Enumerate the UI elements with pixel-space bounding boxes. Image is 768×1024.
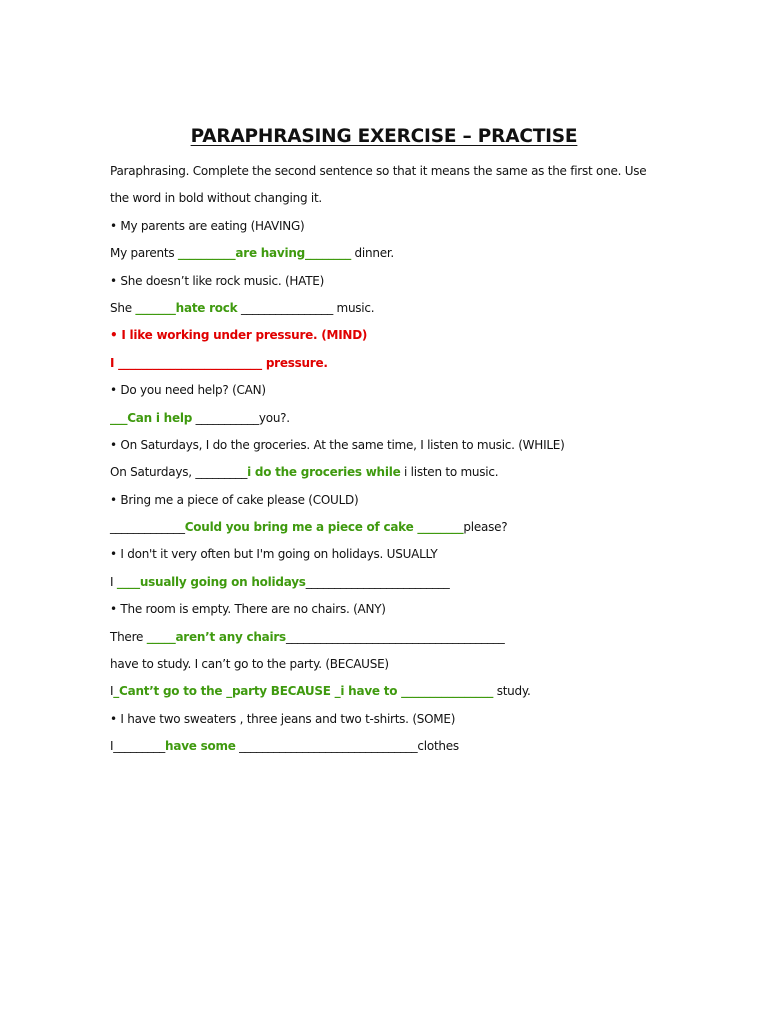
- line-text: • I don't it very often but I'm going on holidays. USUALLY: [110, 547, 438, 562]
- answer-line: [110, 297, 670, 324]
- line-text: _______________________________clothes: [235, 739, 459, 754]
- prompt-line: [110, 598, 670, 625]
- answer-text: have some: [165, 739, 236, 754]
- line-text: • Bring me a piece of cake please (COULD): [110, 492, 359, 507]
- prompt-line: [110, 379, 670, 406]
- line-text: On Saturdays, _________: [110, 465, 248, 480]
- answer-text: __________are having________: [177, 246, 351, 261]
- line-text: She: [110, 300, 136, 315]
- intro-line: Paraphrasing. Complete the second sentence so that it means the same as the first one. Use: [110, 164, 647, 178]
- line-text: I: [110, 684, 114, 699]
- intro-line: the word in bold without changing it.: [110, 191, 322, 206]
- prompt-line: [110, 215, 670, 242]
- line-text: I_________: [110, 739, 166, 754]
- answer-text: ____usually going on holidays: [116, 574, 306, 589]
- answer-line: [110, 735, 670, 762]
- line-text: • Do you need help? (CAN): [110, 383, 266, 398]
- answer-line: [110, 626, 670, 653]
- prompt-line: [110, 489, 670, 516]
- exercise-lines: [110, 215, 670, 763]
- line-text: dinner.: [350, 246, 394, 261]
- answer-text: Could you bring me a piece of cake ________: [184, 520, 464, 535]
- line-text: _________________________: [305, 574, 450, 589]
- line-text: _____________: [110, 520, 185, 535]
- line-text: There: [110, 629, 147, 644]
- answer-text: i do the groceries while: [247, 465, 401, 480]
- line-text: • The room is empty. There are no chairs. (ANY): [110, 602, 386, 617]
- line-text: • On Saturdays, I do the groceries. At the same time, I listen to music. (WHILE): [110, 437, 565, 452]
- answer-line: [110, 461, 670, 488]
- line-text: ___________you?.: [192, 410, 290, 425]
- answer-text: _______hate rock: [135, 300, 238, 315]
- prompt-line: [110, 324, 670, 351]
- line-text: i listen to music.: [400, 465, 499, 480]
- line-text: • I have two sweaters , three jeans and two t-shirts. (SOME): [110, 711, 456, 726]
- answer-line: [110, 680, 670, 707]
- line-text: • She doesn’t like rock music. (HATE): [110, 273, 325, 288]
- prompt-line: [110, 708, 670, 735]
- answer-line: [110, 407, 670, 434]
- prompt-line: [110, 543, 670, 570]
- line-text: • My parents are eating (HAVING): [110, 218, 305, 233]
- line-text: My parents: [110, 246, 178, 261]
- line-text: ________________ music.: [237, 300, 375, 315]
- answer-line: [110, 571, 670, 598]
- page-title: PARAPHRASING EXERCISE – PRACTISE: [190, 126, 578, 147]
- highlighted-text: I _________________________ pressure.: [110, 355, 328, 370]
- line-text: ______________________________________: [285, 629, 505, 644]
- prompt-line: [110, 434, 670, 461]
- exercise-body: [110, 160, 670, 763]
- prompt-line: [110, 653, 670, 680]
- answer-text: _____aren’t any chairs: [146, 629, 286, 644]
- answer-text: _Cant’t go to the _party BECAUSE _i have to ________________: [113, 684, 494, 699]
- line-text: study.: [493, 684, 531, 699]
- answer-text: ___Can i help: [110, 410, 193, 425]
- prompt-line: [110, 270, 670, 297]
- line-text: I: [110, 574, 117, 589]
- answer-line: [110, 242, 670, 269]
- highlighted-text: • I like working under pressure. (MIND): [110, 328, 368, 343]
- line-text: have to study. I can’t go to the party. (BECAUSE): [110, 657, 389, 672]
- answer-line: [110, 352, 670, 379]
- answer-line: [110, 516, 670, 543]
- line-text: please?: [463, 520, 508, 535]
